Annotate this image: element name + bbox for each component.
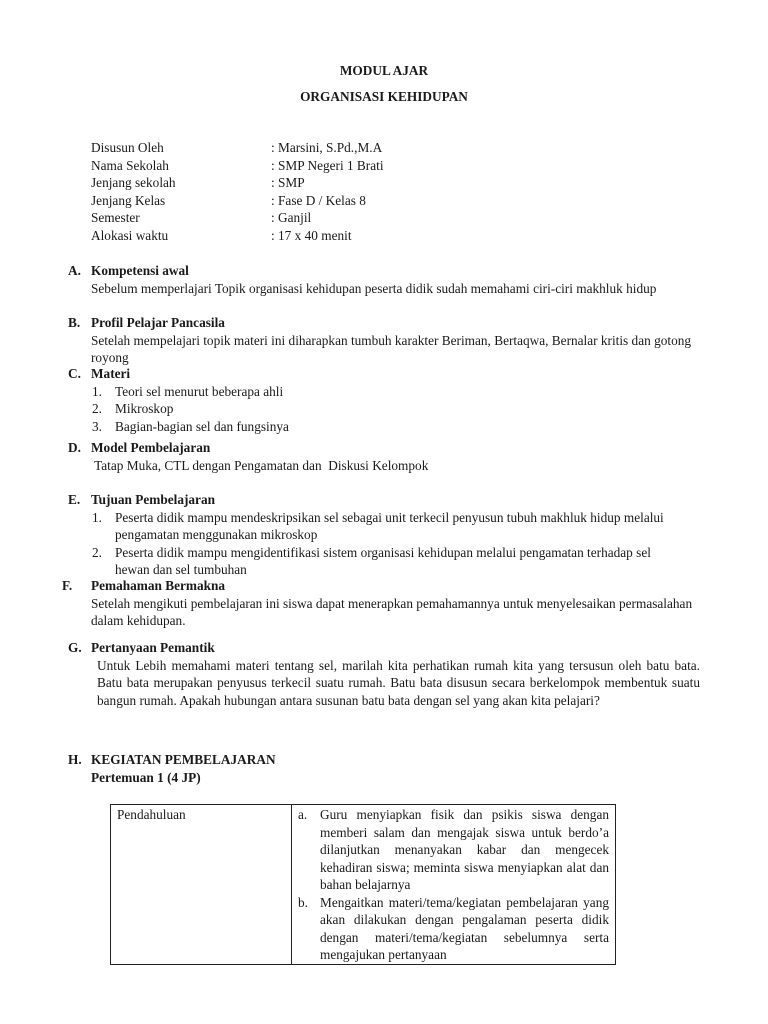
activity-item xyxy=(298,894,609,964)
activity-letter: a. xyxy=(298,807,308,822)
list-text: Mikroskop xyxy=(115,401,174,416)
section-letter: D. xyxy=(68,440,81,455)
table-row xyxy=(111,805,616,965)
info-value: : Fase D / Kelas 8 xyxy=(271,192,366,208)
info-block xyxy=(91,139,384,244)
info-value: : Marsini, S.Pd.,M.A xyxy=(271,140,383,155)
info-row xyxy=(91,227,384,245)
section-heading: Tujuan Pembelajaran xyxy=(91,492,215,507)
document-subtitle: ORGANISASI KEHIDUPAN xyxy=(300,89,468,104)
info-label: Jenjang Kelas xyxy=(91,192,166,208)
info-value: : SMP Negeri 1 Brati xyxy=(271,157,384,173)
info-value: : Ganjil xyxy=(271,210,312,225)
section-body: Sebelum memperlajari Topik organisasi kehidupan peserta didik sudah memahami ciri-ciri makhluk hidup xyxy=(91,280,657,296)
list-item xyxy=(92,383,700,401)
list-number: 1. xyxy=(92,383,102,399)
phase-cell: Pendahuluan xyxy=(111,805,292,965)
list-number: 2. xyxy=(92,544,102,560)
info-row xyxy=(91,139,384,157)
section-heading: Pertanyaan Pemantik xyxy=(91,640,215,655)
section-letter: G. xyxy=(68,640,82,655)
activity-item xyxy=(298,806,609,894)
section-kegiatan-pembelajaran xyxy=(68,751,700,786)
list-item xyxy=(92,544,668,579)
section-pemahaman-bermakna xyxy=(62,577,700,630)
list-text: Peserta didik mampu mendeskripsikan sel sebagai unit terkecil penyusun tubuh makhluk hidup melalui pengamatan menggunakan mikroskop xyxy=(115,509,664,542)
info-label: Disusun Oleh xyxy=(91,140,164,155)
section-pertanyaan-pemantik xyxy=(68,639,700,709)
section-letter: E. xyxy=(68,492,81,507)
info-label: Jenjang sekolah xyxy=(91,175,176,190)
section-heading: Model Pembelajaran xyxy=(91,440,211,455)
info-label: Nama Sekolah xyxy=(91,157,169,173)
activity-text: Guru menyiapkan fisik dan psikis siswa dengan memberi salam dan mengajak siswa untuk berdo’a dilanjutkan menanyakan kabar dan mengecek kehadiran siswa; meminta siswa menyiapkan alat dan bahan belajarnya xyxy=(320,807,609,892)
section-heading: KEGIATAN PEMBELAJARAN xyxy=(91,752,276,767)
list-item xyxy=(92,418,700,436)
section-letter: H. xyxy=(68,752,82,767)
section-letter: F. xyxy=(62,578,73,593)
section-heading: Kompetensi awal xyxy=(91,263,189,278)
section-body: Tatap Muka, CTL dengan Pengamatan dan Diskusi Kelompok xyxy=(91,457,429,473)
info-label: Alokasi waktu xyxy=(91,227,169,243)
info-row xyxy=(91,209,384,227)
section-heading: Profil Pelajar Pancasila xyxy=(91,315,225,330)
document-title: MODUL AJAR xyxy=(339,63,429,78)
list-text: Peserta didik mampu mengidentifikasi sistem organisasi kehidupan melalui pengamatan terhadap sel hewan dan sel tumbuhan xyxy=(115,544,651,577)
list-item xyxy=(92,509,668,544)
kegiatan-table xyxy=(110,804,616,965)
section-body: Untuk Lebih memahami materi tentang sel, marilah kita perhatikan rumah kita yang tersusun oleh batu bata. Batu bata merupakan penyusus terkecil suatu rumah. Batu bata disusun secara berkelompok membentuk suatu bangun rumah. Apakah hubungan antara susunan batu bata dengan sel yang akan kita pelajari? xyxy=(97,657,700,708)
section-letter: C. xyxy=(68,366,81,381)
section-letter: A. xyxy=(68,263,81,278)
info-row xyxy=(91,157,384,175)
activity-letter: b. xyxy=(298,894,308,910)
activity-text: Mengaitkan materi/tema/kegiatan pembelajaran yang akan dilakukan dengan pengalaman peserta didik dengan materi/tema/kegiatan sebelumnya serta mengajukan pertanyaan xyxy=(320,894,609,962)
list-text: Bagian-bagian sel dan fungsinya xyxy=(115,418,289,434)
section-tujuan-pembelajaran xyxy=(68,491,700,579)
info-value: : 17 x 40 menit xyxy=(271,227,352,243)
section-model-pembelajaran xyxy=(68,439,700,474)
section-heading: Pemahaman Bermakna xyxy=(91,578,226,593)
list-number: 2. xyxy=(92,401,102,416)
section-heading: Materi xyxy=(91,366,131,381)
list-item xyxy=(92,400,700,418)
info-label: Semester xyxy=(91,210,140,225)
activity-cell xyxy=(292,805,616,965)
list-text: Teori sel menurut beberapa ahli xyxy=(115,383,284,399)
info-row xyxy=(91,192,384,210)
section-body: Setelah mempelajari topik materi ini diharapkan tumbuh karakter Beriman, Bertaqwa, Bernalar kritis dan gotong royong xyxy=(91,332,692,365)
section-kompetensi-awal xyxy=(68,262,700,297)
list-number: 1. xyxy=(92,509,102,525)
section-letter: B. xyxy=(68,315,81,330)
info-row xyxy=(91,174,384,192)
list-number: 3. xyxy=(92,418,102,434)
section-materi xyxy=(68,365,700,435)
section-body: Setelah mengikuti pembelajaran ini siswa dapat menerapkan pemahamannya untuk menyelesaikan permasalahan dalam kehidupan. xyxy=(91,595,693,628)
meeting-label: Pertemuan 1 (4 JP) xyxy=(91,769,201,785)
section-profil-pelajar xyxy=(68,314,700,367)
info-value: : SMP xyxy=(271,175,305,190)
